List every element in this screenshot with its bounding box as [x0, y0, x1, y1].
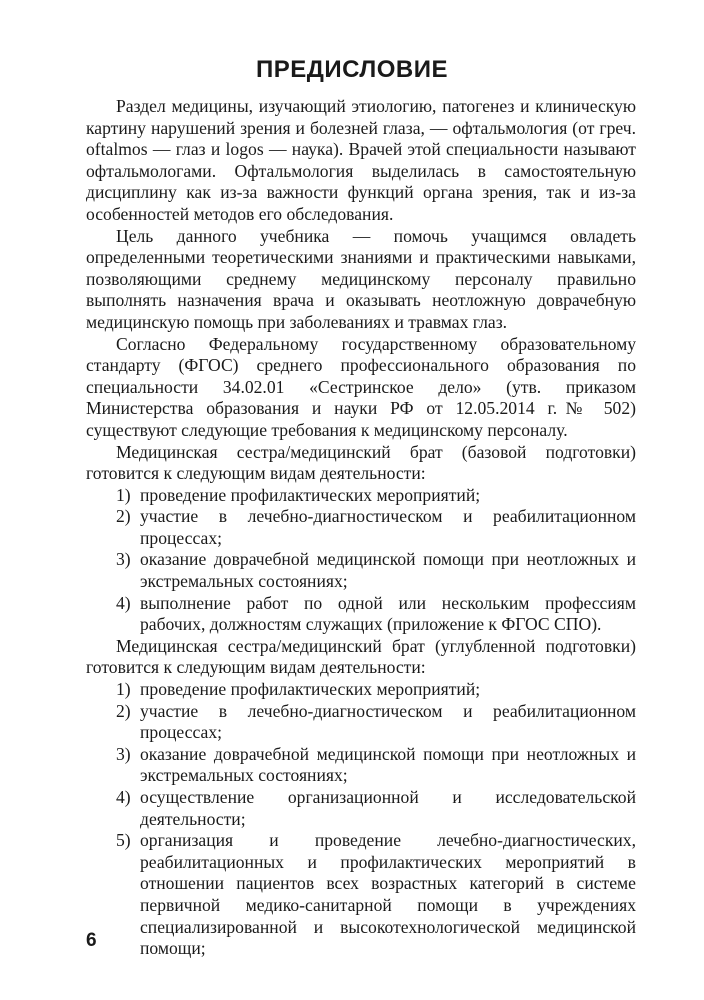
list-item — [86, 506, 636, 549]
page-number: 6 — [86, 930, 97, 951]
list-item-text: выполнение работ по одной или нескольким профессиям рабочих, должностям служащих (приложение к ФГОС СПО). — [140, 592, 636, 635]
paragraph-standard: Согласно Федеральному государственному образовательному стандарту (ФГОС) среднего профессионального образования по специальности 34.02.01 «Сестринское дело» (утв. приказом Министерства образования и науки РФ от 12.05.2014 г.№ 502) существуют следующие требования к медицинскому персоналу. — [86, 333, 636, 440]
list-item — [86, 593, 636, 636]
list-item — [86, 830, 636, 960]
advanced-activities-list — [86, 679, 636, 960]
basic-activities-list — [86, 485, 636, 636]
list-item — [86, 701, 636, 744]
list-item — [86, 679, 636, 701]
paragraph-goal: Цель данного учебника — помочь учащимся овладеть определенными теоретическими знаниями и практическими навыками, позволяющими среднему медицинскому персоналу правильно выполнять назначения врача и оказывать неотложную доврачебную медицинскую помощь при заболеваниях и травмах глаз. — [86, 225, 636, 332]
list-item-text: участие в лечебно-диагностическом и реабилитационном процессах; — [140, 506, 636, 548]
list-item-number: 4) — [116, 787, 131, 807]
list-item-number: 3) — [116, 549, 131, 570]
list-item-text: участие в лечебно-диагностическом и реабилитационном процессах; — [140, 700, 636, 743]
list-item-number: 1) — [116, 679, 131, 700]
list-item-text: проведение профилактических мероприятий; — [140, 679, 481, 700]
list-item — [86, 744, 636, 787]
list-item — [86, 787, 636, 830]
paragraph-intro: Раздел медицины, изучающий этиологию, патогенез и клиническую картину нарушений зрения и болезней глаза, — офтальмология (от греч. oftalmos — глаз и logos — наука). Врачей этой специальности называют офтальмологами. Офтальмология выделилась в самостоятельную дисциплину как из-за важности функций органа зрения, так и из-за особенностей методов его обследования. — [86, 96, 636, 224]
list-item-text: организация и проведение лечебно-диагностических, реабилитационных и профилактических мероприятий в отношении пациентов всех возрастных категорий в системе первичной медико-санитарной помощи в учреждениях специализированной и высокотехнологической медицинской помощи; — [140, 830, 636, 959]
body-text — [86, 96, 636, 960]
list-item-number: 2) — [116, 700, 131, 721]
list-item-text: проведение профилактических мероприятий; — [140, 484, 481, 505]
paragraph-advanced-training: Медицинская сестра/медицинский брат (углубленной подготовки) готовится к следующим видам деятельности: — [86, 635, 636, 678]
list-item-text: оказание доврачебной медицинской помощи при неотложных и экстремальных состояниях; — [140, 549, 636, 592]
paragraph-basic-training: Медицинская сестра/медицинский брат (базовой подготовки) готовится к следующим видам деятельности: — [86, 441, 636, 484]
list-item — [86, 485, 636, 507]
list-item-number: 5) — [116, 830, 131, 851]
list-item-text: оказание доврачебной медицинской помощи при неотложных и экстремальных состояниях; — [140, 743, 636, 786]
list-item-number: 2) — [116, 506, 131, 527]
list-item-number: 3) — [116, 743, 131, 764]
list-item-number: 4) — [116, 592, 131, 613]
list-item-text: осуществление организационной и исследовательской деятельности; — [140, 787, 636, 829]
list-item-number: 1) — [116, 484, 131, 505]
page-title: ПРЕДИСЛОВИЕ — [256, 56, 448, 83]
list-item — [86, 549, 636, 592]
